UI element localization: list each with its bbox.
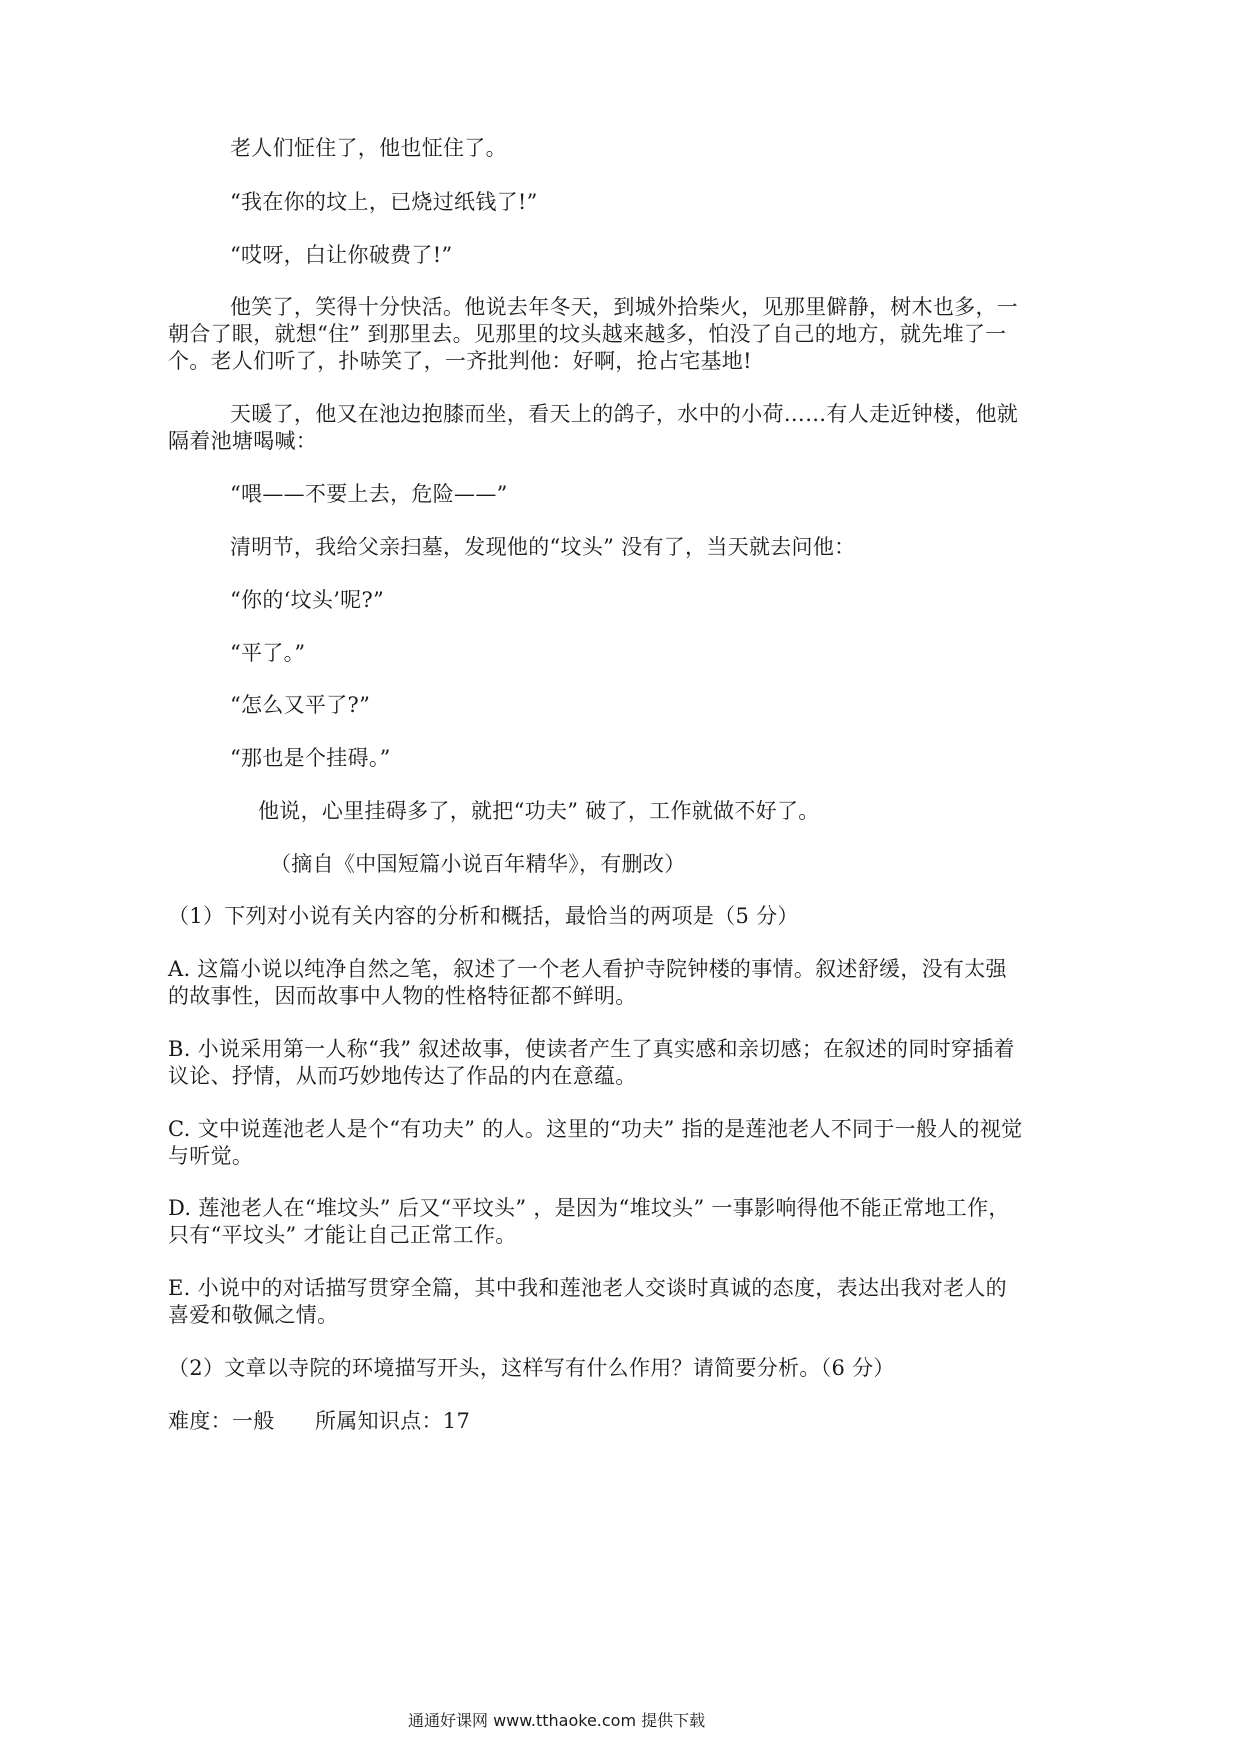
knowledge-point-label: 所属知识点：17: [315, 1409, 471, 1433]
option-b-line-1: B. 小说采用第一人称“我” 叙述故事，使读者产生了真实感和亲切感；在叙述的同时穿插着: [168, 1037, 1015, 1061]
story-paragraph-12: 他说，心里挂碍多了，就把“功夫” 破了，工作就做不好了。: [258, 799, 820, 823]
option-d-line-1: D. 莲池老人在“堆坟头” 后又“平坟头” ，是因为“堆坟头” 一事影响得他不能正常地工作，: [168, 1196, 1010, 1220]
story-paragraph-4-line-1: 他笑了，笑得十分快活。他说去年冬天，到城外拾柴火，见那里僻静，树木也多，一: [230, 295, 1019, 319]
story-paragraph-5-line-2: 隔着池塘喝喊：: [168, 429, 318, 453]
question-1-stem: （1）下列对小说有关内容的分析和概括，最恰当的两项是（5 分）: [168, 904, 799, 928]
story-paragraph-6: “喂——不要上去，危险——”: [230, 482, 508, 506]
story-paragraph-11: “那也是个挂碍。”: [230, 746, 391, 770]
source-citation: （摘自《中国短篇小说百年精华》，有删改）: [270, 852, 686, 876]
story-paragraph-8: “你的‘坟头’呢?”: [230, 588, 385, 612]
option-d-line-2: 只有“平坟头” 才能让自己正常工作。: [168, 1223, 517, 1247]
option-c-line-2: 与听觉。: [168, 1144, 254, 1168]
option-a-line-2: 的故事性，因而故事中人物的性格特征都不鲜明。: [168, 984, 637, 1008]
story-paragraph-5-line-1: 天暖了，他又在池边抱膝而坐，看天上的鸽子，水中的小荷……有人走近钟楼，他就: [230, 402, 1019, 426]
story-paragraph-2: “我在你的坟上，已烧过纸钱了!”: [230, 190, 538, 214]
question-2-stem: （2）文章以寺院的环境描写开头，这样写有什么作用？请简要分析。（6 分）: [168, 1356, 895, 1380]
story-paragraph-7: 清明节，我给父亲扫墓，发现他的“坟头” 没有了，当天就去问他：: [230, 535, 856, 559]
story-paragraph-4-line-2: 朝合了眼，就想“住” 到那里去。见那里的坟头越来越多，怕没了自己的地方，就先堆了一: [168, 322, 1007, 346]
option-b-line-2: 议论、抒情，从而巧妙地传达了作品的内在意蕴。: [168, 1064, 637, 1088]
page-footer: 通通好课网 www.tthaoke.com 提供下载: [408, 1711, 706, 1730]
story-paragraph-1: 老人们怔住了，他也怔住了。: [230, 136, 507, 160]
story-paragraph-10: “怎么又平了?”: [230, 693, 371, 717]
option-e-line-1: E. 小说中的对话描写贯穿全篇，其中我和莲池老人交谈时真诚的态度，表达出我对老人的: [168, 1276, 1007, 1300]
option-c-line-1: C. 文中说莲池老人是个“有功夫” 的人。这里的“功夫” 指的是莲池老人不同于一般人的视觉: [168, 1117, 1023, 1141]
story-paragraph-3: “哎呀，白让你破费了!”: [230, 243, 453, 267]
option-e-line-2: 喜爱和敬佩之情。: [168, 1303, 339, 1327]
option-a-line-1: A. 这篇小说以纯净自然之笔，叙述了一个老人看护寺院钟楼的事情。叙述舒缓，没有太强: [168, 957, 1007, 981]
story-paragraph-4-line-3: 个。老人们听了，扑哧笑了，一齐批判他：好啊，抢占宅基地!: [168, 349, 752, 373]
story-paragraph-9: “平了。”: [230, 641, 306, 665]
difficulty-label: 难度：一般: [168, 1409, 275, 1433]
